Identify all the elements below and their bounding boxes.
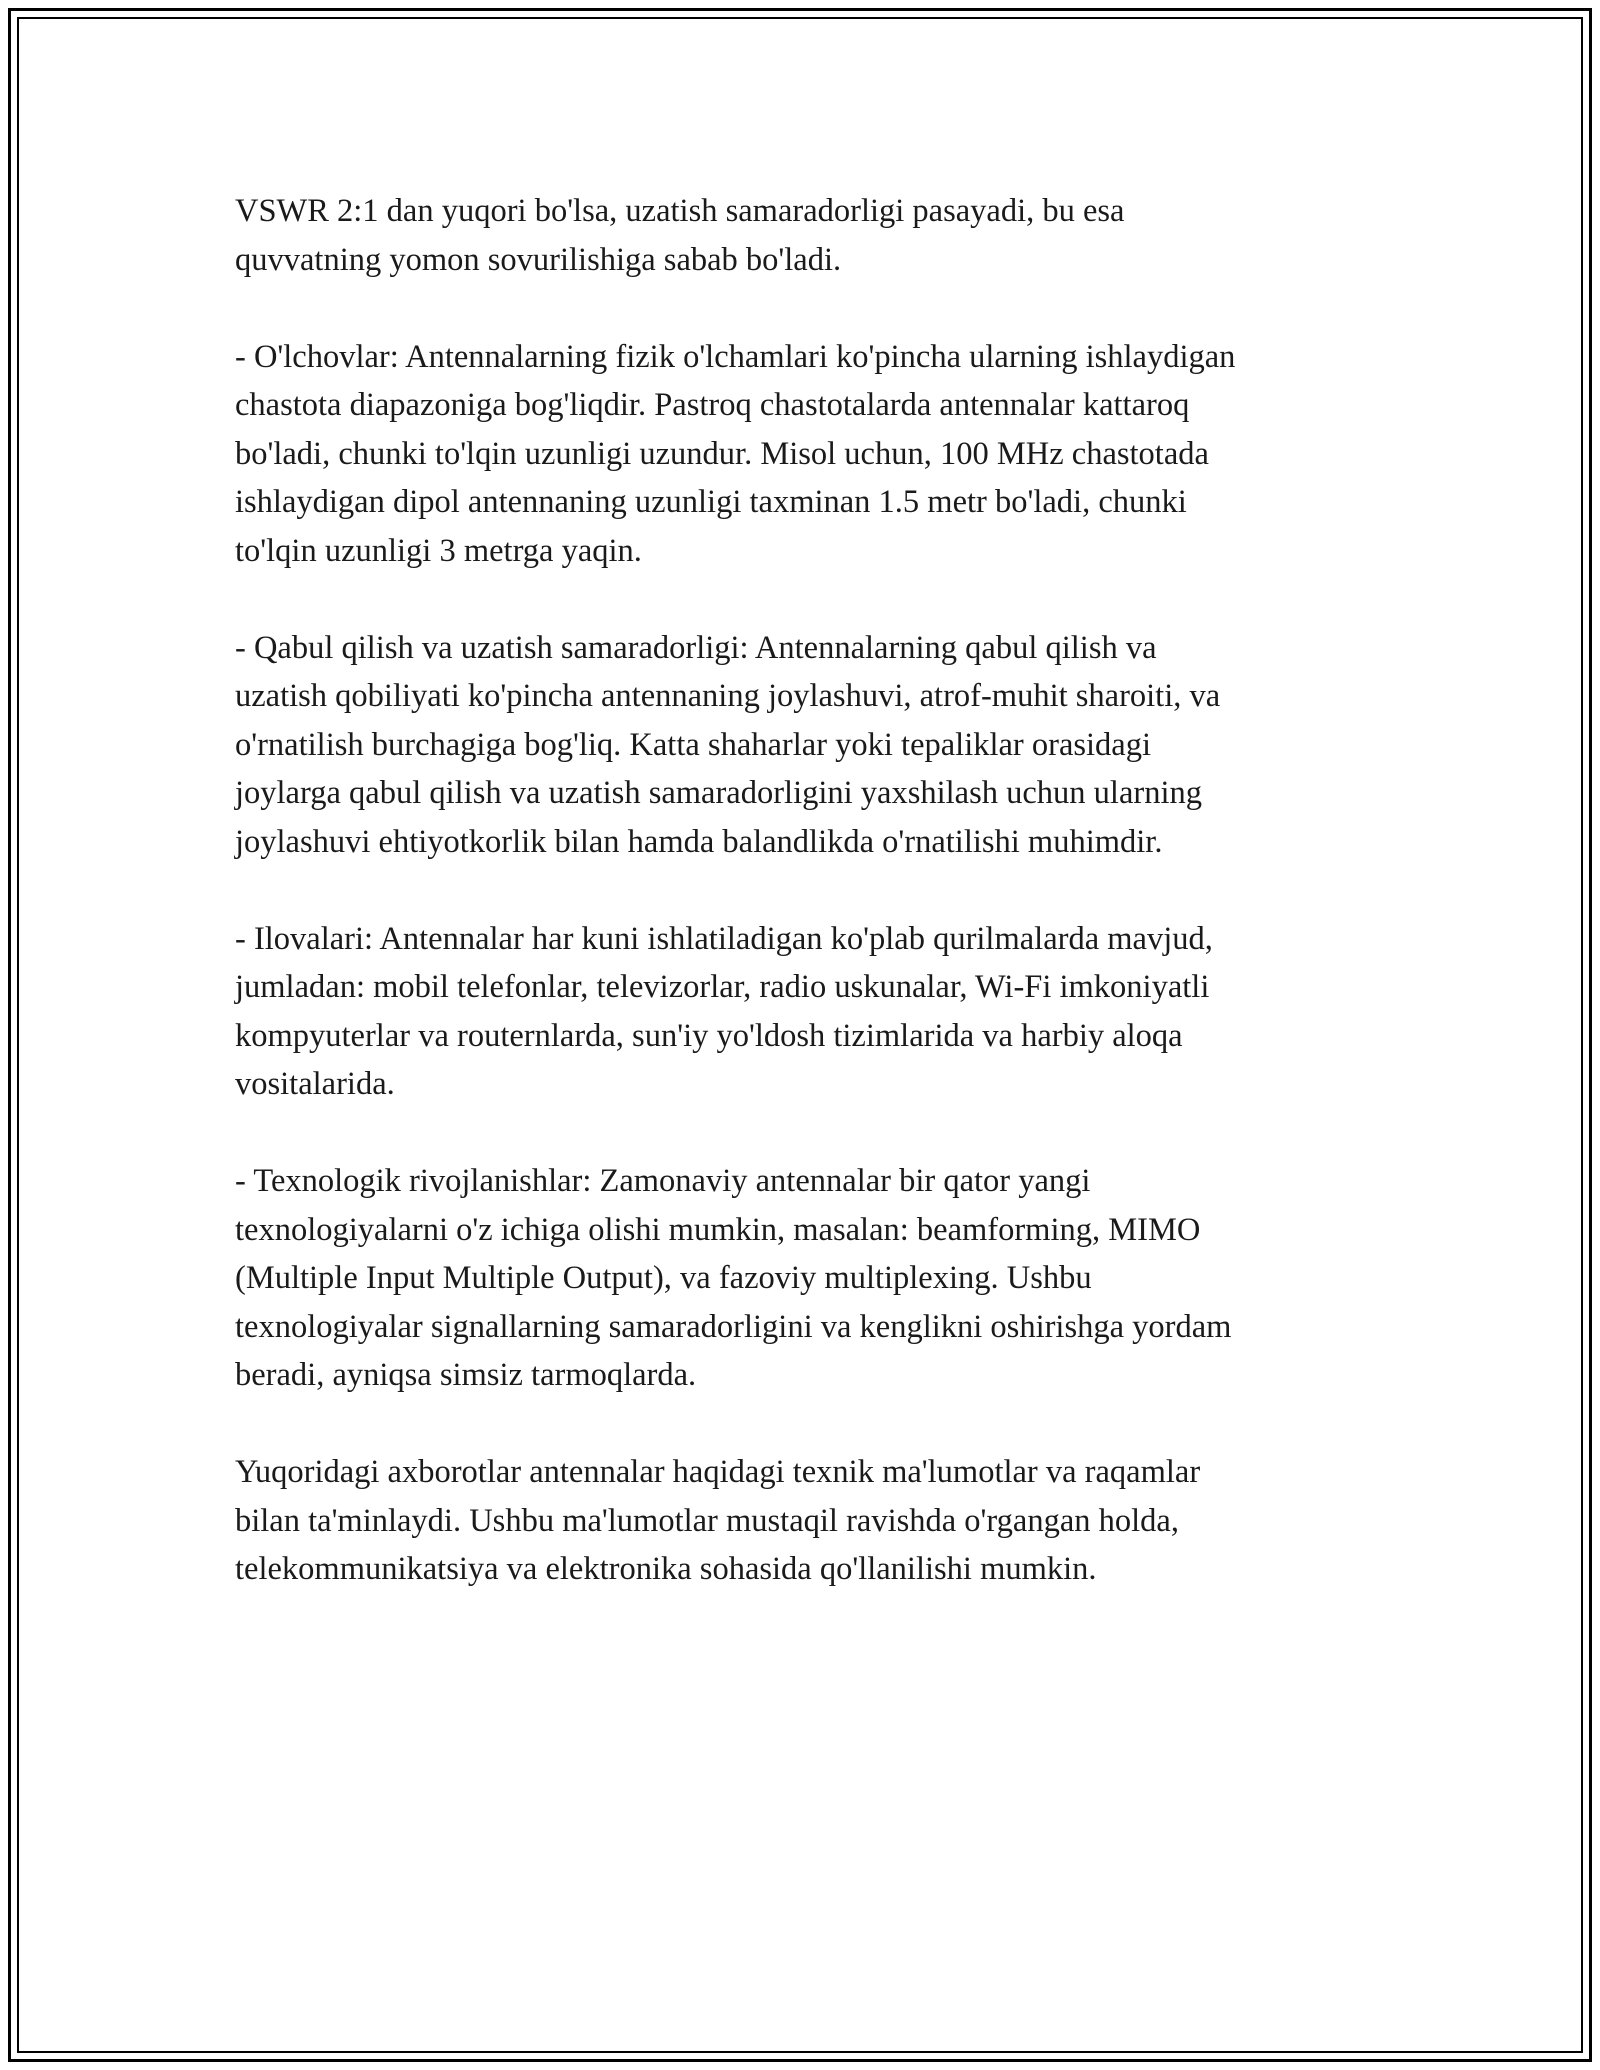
paragraph-olchovlar: - O'lchovlar: Antennalarning fizik o'lchamlari ko'pincha ularning ishlaydigan chastota diapazoniga bog'liqdir. Pastroq chastotalarda antennalar kattaroq bo'ladi, chunki to'lqin uzunligi uzundur. Misol uchun, 100 MHz chastotada ishlaydigan dipol antennaning uzunligi taxminan 1.5 metr bo'ladi, chunki to'lqin uzunligi 3 metrga yaqin.: [235, 338, 1236, 569]
paragraph-qabul-qilish: - Qabul qilish va uzatish samaradorligi: Antennalarning qabul qilish va uzatish qobiliyati ko'pincha antennaning joylashuvi, atrof-muhit sharoiti, va o'rnatilish burchagiga bog'liq. Katta shaharlar yoki tepaliklar orasidagi joylarga qabul qilish va uzatish samaradorligini yaxshilash uchun ularning joylashuvi ehtiyotkorlik bilan hamda balandlikda o'rnatilishi muhimdir.: [235, 629, 1221, 860]
document-body: [235, 187, 1385, 1642]
paragraph-vswr: VSWR 2:1 dan yuqori bo'lsa, uzatish samaradorligi pasayadi, bu esa quvvatning yomon sovurilishiga sabab bo'ladi.: [235, 193, 1125, 278]
paragraph-conclusion: Yuqoridagi axborotlar antennalar haqidagi texnik ma'lumotlar va raqamlar bilan ta'minlaydi. Ushbu ma'lumotlar mustaqil ravishda o'rgangan holda, telekommunikatsiya va elektronika sohasida qo'llanilishi mumkin.: [235, 1454, 1201, 1587]
paragraph-texnologik: - Texnologik rivojlanishlar: Zamonaviy antennalar bir qator yangi texnologiyalarni o'z ichiga olishi mumkin, masalan: beamforming, MIMO (Multiple Input Multiple Output), va fazoviy multiplexing. Ushbu texnologiyalar signallarning samaradorligini va kenglikni oshirishga yordam beradi, ayniqsa simsiz tarmoqlarda.: [235, 1163, 1232, 1393]
paragraph-ilovalari: - Ilovalari: Antennalar har kuni ishlatiladigan ko'plab qurilmalarda mavjud, jumladan: mobil telefonlar, televizorlar, radio uskunalar, Wi-Fi imkoniyatli kompyuterlar va routernlarda, sun'iy yo'ldosh tizimlarida va harbiy aloqa vositalarida.: [235, 920, 1213, 1102]
